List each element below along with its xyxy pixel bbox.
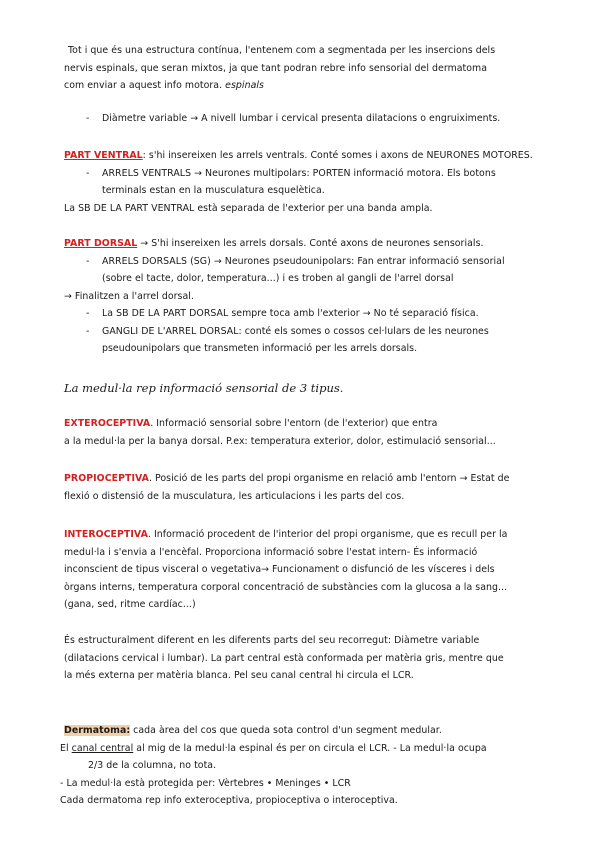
intro-bullet: [64, 110, 554, 128]
ventral-bullet-line-2: terminals estan en la musculatura esquelètica.: [102, 185, 325, 196]
interoceptiva-text: . Informació procedent de l'interior del propi organisme, que es recull per la: [147, 529, 508, 540]
dorsal-bullet-2-text: La SB DE LA PART DORSAL sempre toca amb l'exterior → No té separació física.: [102, 308, 479, 319]
interoceptiva-line-4: òrgans interns, temperatura corporal concentració de substàncies com la glucosa a la sang...: [64, 581, 508, 593]
dorsal-bullet-3-line-2: pseudounipolars que transmeten informació per les arrels dorsals.: [102, 343, 418, 354]
intro-paragraph: [64, 42, 544, 95]
canal-line-2: 2/3 de la columna, no tota.: [88, 760, 217, 771]
interoceptiva-line-5: (gana, sed, ritme cardíac...): [64, 599, 196, 610]
dorsal-section: [64, 235, 572, 358]
ventral-term: PART VENTRAL: [64, 150, 143, 161]
dorsal-bullet-2: [64, 305, 572, 323]
dorsal-finish: → Finalitzen a l'arrel dorsal.: [64, 290, 194, 302]
exteroceptiva-term: EXTEROCEPTIVA: [64, 418, 151, 429]
dorsal-bullet-3-line-1: GANGLI DE L'ARREL DORSAL: conté els somes o cossos cel·lulars de les neurones: [102, 325, 489, 337]
propioceptiva-text: . Posició de les parts del propi organisme en relació amb l'entorn → Estat de: [148, 473, 510, 484]
dorsal-text: → S'hi insereixen les arrels dorsals. Conté axons de neurones sensorials.: [137, 238, 484, 249]
dash-marker: -: [86, 167, 90, 179]
dermatoma-info: Cada dermatoma rep info exteroceptiva, propioceptiva o interoceptiva.: [60, 795, 398, 806]
canal-post: al mig de la medul·la espinal és per on circula el LCR. - La medul·la ocupa: [133, 742, 487, 754]
intro-line-1: Tot i que és una estructura contínua, l'entenem com a segmentada per les insercions dels: [68, 45, 496, 56]
interoceptiva-line-3: inconscient de tipus visceral o vegetativa→ Funcionament o disfunció de les vísceres i dels: [64, 564, 495, 575]
interoceptiva-paragraph: [64, 526, 574, 614]
dash-marker: -: [86, 325, 90, 337]
dermatoma-term: Dermatoma:: [64, 725, 131, 736]
intro-line-2: nervis espinals, que seran mixtos, ja que tant podran rebre info sensorial del dermatoma: [64, 62, 488, 74]
interoceptiva-line-1: [64, 526, 574, 544]
propioceptiva-line-2: flexió o distensió de la musculatura, les articulacions i les parts del cos.: [64, 490, 405, 502]
propioceptiva-line-1: [64, 470, 574, 488]
section-heading: La medul·la rep informació sensorial de 3 tipus.: [64, 381, 344, 395]
exteroceptiva-paragraph: [64, 415, 574, 450]
canal-pre: El: [60, 742, 72, 754]
dorsal-bullet-1-line-1: ARRELS DORSALS (SG) → Neurones pseudounipolars: Fan entrar informació sensorial: [102, 255, 505, 267]
dorsal-bullet-1: [64, 253, 572, 288]
dermatoma-text: cada àrea del cos que queda sota control d'un segment medular.: [130, 725, 442, 736]
exteroceptiva-text: . Informació sensorial sobre l'entorn (de l'exterior) que entra: [150, 418, 438, 429]
dorsal-bullet-1-line-2: (sobre el tacte, dolor, temperatura...) i es troben al gangli de l'arrel dorsal: [102, 273, 454, 284]
ventral-bullet: [64, 165, 572, 200]
ventral-line: [64, 147, 564, 165]
intro-line-3-text: com enviar a aquest info motora.: [64, 80, 223, 91]
canal-term: canal central: [71, 742, 134, 754]
ventral-note: La SB DE LA PART VENTRAL està separada de l'exterior per una banda ampla.: [64, 202, 433, 214]
interoceptiva-term: INTEROCEPTIVA: [64, 529, 148, 540]
dorsal-bullet-3: [64, 323, 572, 358]
protection-line: - La medul·la està protegida per: Vèrtebres • Meninges • LCR: [60, 777, 351, 789]
structure-line-3: la més externa per matèria blanca. Pel seu canal central hi circula el LCR.: [64, 670, 414, 681]
dorsal-term: PART DORSAL: [64, 238, 138, 249]
propioceptiva-paragraph: [64, 470, 574, 505]
dermatoma-line: [60, 722, 570, 740]
exteroceptiva-line-2: a la medul·la per la banya dorsal. P.ex: temperatura exterior, dolor, estimulació sensorial...: [64, 435, 496, 447]
exteroceptiva-line-1: [64, 415, 574, 433]
dorsal-line: [64, 235, 572, 253]
structure-line-2: (dilatacions cervical i lumbar). La part central està conformada per matèria gris, mentre que: [64, 652, 504, 664]
ventral-bullet-line-1: ARRELS VENTRALS → Neurones multipolars: PORTEN informació motora. Els botons: [102, 167, 496, 179]
ventral-text: : s'hi insereixen les arrels ventrals. Conté somes i axons de NEURONES MOTORES.: [142, 150, 533, 161]
canal-line: [60, 740, 570, 758]
dash-marker: -: [86, 113, 90, 124]
dash-marker: -: [86, 308, 90, 319]
structure-line-1: És estructuralment diferent en les diferents parts del seu recorregut: Diàmetre variable: [64, 635, 480, 646]
propioceptiva-term: PROPIOCEPTIVA: [64, 473, 149, 484]
dash-marker: -: [86, 255, 90, 267]
intro-bullet-text: Diàmetre variable → A nivell lumbar i cervical presenta dilatacions o engruiximents.: [102, 113, 501, 124]
intro-italic-word: espinals: [225, 80, 264, 91]
structure-paragraph: [64, 632, 574, 685]
ventral-section: [64, 147, 564, 217]
intro-line-3: [64, 77, 544, 95]
interoceptiva-line-2: medul·la i s'envia a l'encèfal. Proporciona informació sobre l'estat intern- És informació: [64, 546, 478, 558]
dermatoma-section: [60, 722, 570, 810]
